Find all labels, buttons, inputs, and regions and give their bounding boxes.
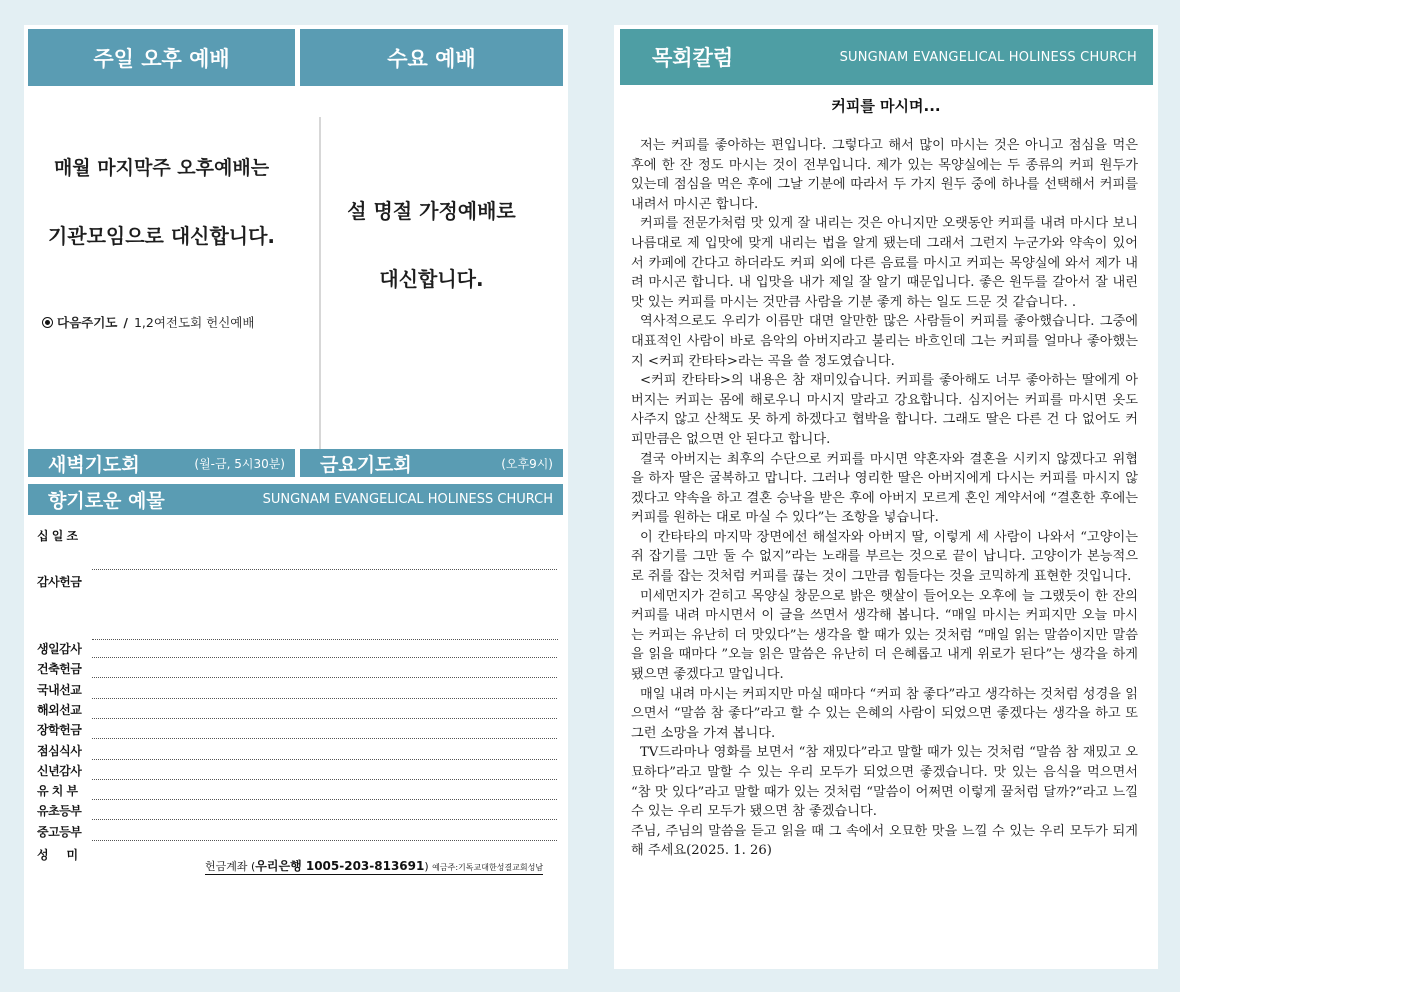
essay-paragraph: 저는 커피를 좋아하는 편입니다. 그렇다고 해서 많이 마시는 것은 아니고 점심을 먹은 후에 한 잔 정도 마시는 것이 전부입니다. 제가 있는 목양실에는 두 종류의 커피 원두가 있는데 점심을 먹은 후에 그날 기분에 따라서 두 가지 원두 중에 하나를 선택해서 커피를 내려서 마시곤 합니다.: [631, 138, 1138, 212]
offering-row: 장학헌금: [37, 719, 557, 739]
offering-row: 십 일 조: [37, 525, 557, 545]
essay-paragraph: <커피 칸타타>의 내용은 참 재미있습니다. 커피를 좋아해도 너무 좋아하는 딸에게 아버지는 커피는 몸에 해로우니 마시지 말라고 강요합니다. 심지어는 커피를 마시면 옷도 사주지 않고 산책도 못 하게 하겠다고 협박을 합니다. 그래도 딸은 다른 건 다 없어도 커피만큼은 없으면 안 된다고 합니다.: [631, 373, 1138, 447]
essay-paragraph: TV드라마나 영화를 보면서 “참 재밌다”라고 말할 때가 있는 것처럼 “말씀 참 재밌고 오묘하다”라고 말할 수 있는 우리 모두가 되었으면 좋겠습니다. 맛 있는 음식을 먹으면서 “참 맛 있다”라고 말할 때가 있는 것처럼 “말씀이 어쩌면 이렇게 꿀처럼 달까?”라고 느낄 수 있는 우리 모두가 됐으면 참 좋겠습니다.: [631, 745, 1138, 820]
bullet-icon: [42, 317, 53, 328]
offering-title: 향기로운 예물: [48, 490, 165, 512]
essay-paragraph: 커피를 전문가처럼 맛 있게 잘 내리는 것은 아니지만 오랫동안 커피를 내려 마시다 보니 나름대로 제 입맛에 맞게 내리는 법을 알게 됐는데 그래서 그런지 누군가와 약속이 있어서 카페에 간다고 하더라도 커피 외에 다른 음료를 마시고 커피는 목양실에 와서 제가 내려 마시곤 합니다. 내 입맛을 내가 제일 잘 알기 때문입니다. 좋은 원두를 갈아서 잘 내린 맛 있는 커피를 마시는 것만큼 사람을 기분 좋게 하는 일도 드문 것 같습니다. .: [631, 216, 1138, 310]
next-prayer-value: 1,2여전도회 헌신예배: [133, 315, 255, 330]
offering-row: 해외선교: [37, 699, 557, 719]
offering-row: 유 치 부: [37, 780, 557, 800]
friday-prayer-title: 금요기도회: [320, 453, 412, 476]
pastor-column-header: [620, 29, 1153, 85]
right-page: [614, 25, 1158, 969]
dawn-prayer-title: 새벽기도회: [48, 453, 140, 476]
column-church-name: SUNGNAM EVANGELICAL HOLINESS CHURCH: [839, 49, 1137, 65]
offering-row: 신년감사: [37, 760, 557, 780]
essay-paragraph: 결국 아버지는 최후의 수단으로 커피를 마시면 약혼자와 결혼을 시키지 않겠다고 위협을 하자 딸은 굴복하고 맙니다. 그러나 영리한 딸은 아버지에게 다시는 커피를 마시지 않겠다고 약속을 하고 결혼 승낙을 받은 후에 아버지 모르게 혼인 계약서에 “결혼한 후에는 커피를 원하는 대로 마실 수 있다”는 조항을 넣습니다.: [631, 451, 1138, 526]
account-number: 우리은행 1005-203-813691: [255, 859, 425, 873]
essay-body: [631, 136, 1138, 861]
essay-paragraph: 역사적으로도 우리가 이름만 대면 알만한 많은 사람들이 커피를 좋아했습니다. 그중에 대표적인 사람이 바로 음악의 아버지라고 불리는 바흐인데 그는 커피를 얼마나 좋아했는지 <커피 칸타타>라는 곡을 쓸 정도였습니다.: [631, 314, 1138, 369]
wednesday-notice-line2: 대신합니다.: [379, 267, 484, 291]
friday-prayer-time: (오후9시): [501, 456, 553, 471]
essay-title: 커피를 마시며...: [831, 97, 941, 115]
sunday-notice-line2: 기관모임으로 대신합니다.: [47, 224, 276, 248]
dawn-prayer-bar: [28, 449, 295, 477]
essay-paragraph: 미세먼지가 걷히고 목양실 창문으로 밝은 햇살이 들어오는 오후에 늘 그랬듯이 한 잔의 커피를 내려 마시면서 이 글을 쓰면서 생각해 봅니다. “매일 마시는 커피지만 오늘 마시는 커피는 유난히 더 맛있다”는 생각을 할 때가 있는 것처럼 “매일 읽는 말씀이지만 말씀을 읽을 때마다 ”오늘 읽은 말씀은 유난히 더 은혜롭고 내게 위로가 된다”는 생각을 하게 됐으면 좋겠다고 말입니다.: [631, 588, 1138, 683]
offering-row: 생일감사: [37, 638, 557, 658]
left-page: [24, 25, 568, 969]
next-prayer-sep: /: [123, 314, 128, 330]
offering-row: 점심식사: [37, 740, 557, 760]
wednesday-notice-line1: 설 명절 가정예배로: [347, 199, 516, 223]
essay-paragraph: 매일 내려 마시는 커피지만 마실 때마다 “커피 참 좋다”라고 생각하는 것처럼 성경을 읽으면서 “말씀 참 좋다”라고 할 수 있는 은혜의 사람이 되었으면 좋겠다는 생각을 하고 또 그런 소망을 가져 봅니다.: [631, 686, 1138, 741]
next-prayer-label: 다음주기도: [57, 315, 118, 330]
offering-account: 헌금계좌 (우리은행 1005-203-813691) 예금주:기독교대한성결교회성남: [205, 859, 544, 873]
offering-row: 유초등부: [37, 800, 557, 820]
friday-prayer-bar: [300, 449, 563, 477]
offering-row: 중고등부: [37, 821, 557, 841]
column-divider: [319, 117, 321, 467]
sunday-notice-line1: 매월 마지막주 오후예배는: [53, 157, 270, 179]
offering-row: 국내선교: [37, 679, 557, 699]
dawn-prayer-time: (월-금, 5시30분): [194, 456, 285, 471]
offering-row: 건축헌금: [37, 658, 557, 678]
essay-paragraph: 이 칸타타의 마지막 장면에선 해설자와 아버지 딸, 이렇게 세 사람이 나와서 “고양이는 쥐 잡기를 그만 둘 수 없지”라는 노래를 부르는 것으로 끝이 납니다. 고양이가 본능적으로 쥐를 잡는 것처럼 커피를 끊는 것이 그만큼 힘들다는 것을 코믹하게 표현한 것입니다.: [631, 529, 1138, 585]
offering-header: [28, 484, 563, 515]
next-week-prayer: [42, 313, 254, 331]
essay-paragraph: 주님, 주님의 말씀을 듣고 읽을 때 그 속에서 오묘한 맛을 느낄 수 있는 우리 모두가 되게 해 주세요(2025. 1. 26): [631, 823, 1138, 859]
offering-church-name: SUNGNAM EVANGELICAL HOLINESS CHURCH: [262, 492, 553, 507]
sunday-afternoon-header: 주일 오후 예배: [28, 29, 295, 86]
offering-row: 감사헌금: [37, 574, 82, 589]
pastor-column-title: 목회칼럼: [652, 46, 734, 70]
offering-row: 성 미: [37, 847, 78, 862]
account-holder: 예금주:기독교대한성결교회성남: [432, 863, 544, 872]
wednesday-service-header: 수요 예배: [300, 29, 563, 86]
